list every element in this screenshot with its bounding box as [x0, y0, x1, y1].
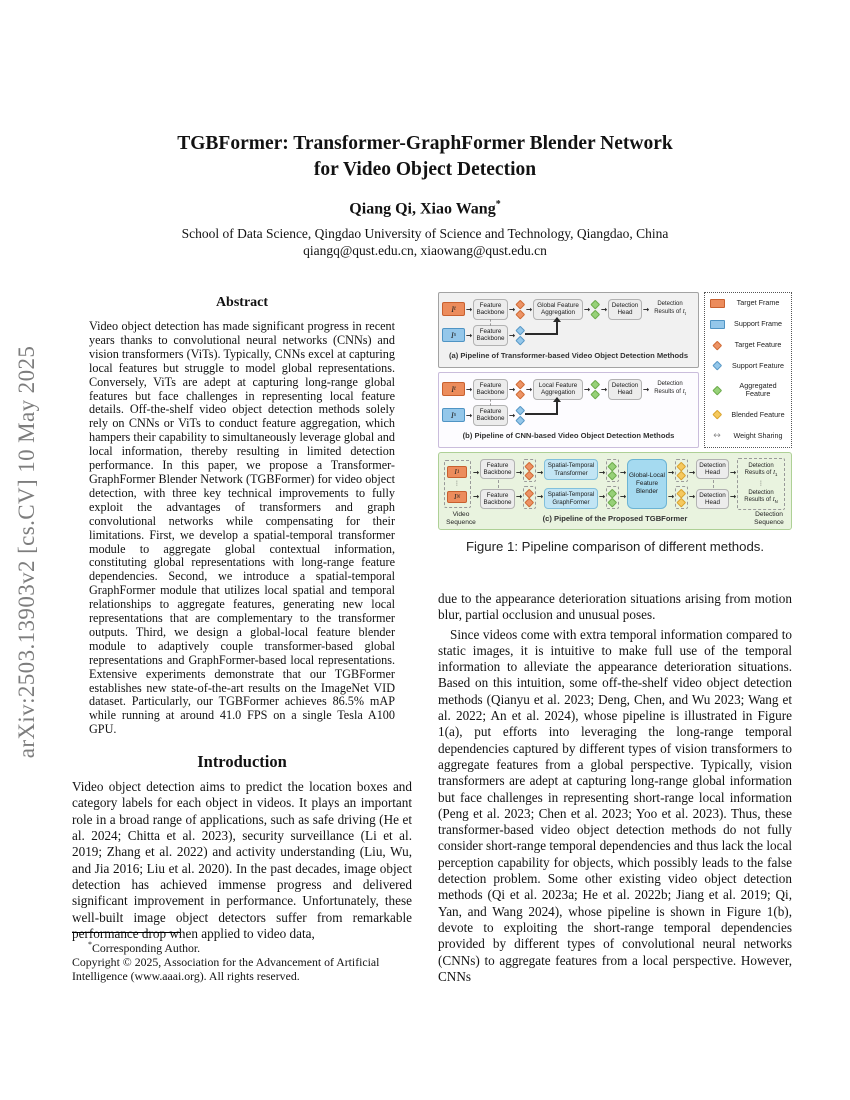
- arrow-icon: →: [619, 467, 627, 477]
- arrow-icon: →: [667, 491, 675, 501]
- arrow-icon: →: [515, 467, 523, 477]
- aggregated-feature-icon: [591, 309, 600, 318]
- support-feature-icon: [516, 326, 525, 335]
- support-frame-box: I s: [442, 328, 465, 342]
- arxiv-watermark: arXiv:2503.13903v2 [cs.CV] 10 May 2025: [14, 345, 39, 759]
- abstract-heading: Abstract: [215, 295, 269, 310]
- arrow-icon: →: [729, 467, 737, 477]
- support-feature-icon: [516, 406, 525, 415]
- detection-head-box: Detection Head: [608, 299, 642, 320]
- title-line-1: TGBFormer: Transformer-GraphFormer Blender Network: [177, 133, 673, 154]
- blended-feature-icon: [677, 461, 686, 470]
- weight-sharing-connector: [498, 480, 499, 488]
- arrow-icon: →: [465, 304, 473, 314]
- footnote-copyright: Copyright © 2025, Association for the Advancement of Artificial Intelligence (www.aaai.org). All rights reserved.: [72, 955, 380, 984]
- footnote-corresponding: *Corresponding Author.: [88, 940, 201, 955]
- arrow-icon: →: [598, 491, 606, 501]
- video-sequence-group: [442, 460, 472, 508]
- arrow-icon: →: [515, 491, 523, 501]
- arrow-icon: →: [688, 491, 696, 501]
- feature-backbone-box: Feature Backbone: [473, 299, 508, 320]
- arrow-icon: →: [536, 491, 544, 501]
- support-feature-icon: [516, 415, 525, 424]
- legend-item: Support Feature: [708, 362, 788, 370]
- panel-c-caption: (c) Pipeline of the Proposed TGBFormer: [542, 514, 688, 523]
- figure-legend: [704, 292, 792, 448]
- blended-feature-icon: [677, 488, 686, 497]
- paper-header: [0, 131, 850, 259]
- arrow-icon: →: [465, 330, 473, 340]
- support-frame-icon: [710, 320, 725, 329]
- aggregated-feature-icons: [591, 301, 600, 317]
- author-mark: *: [495, 199, 501, 211]
- author-names: Qiang Qi, Xiao Wang: [349, 200, 496, 218]
- connector-line: [525, 401, 558, 415]
- detection-results-label: Detection Results of $I_t$: [654, 301, 686, 317]
- blended-feature-icon: [677, 497, 686, 506]
- target-feature-column: [523, 459, 536, 509]
- target-feature-icon: [516, 380, 525, 389]
- aggregated-feature-icon: [608, 497, 617, 506]
- blended-feature-icon: [677, 470, 686, 479]
- weight-sharing-connector: [490, 319, 491, 326]
- arrow-icon: →: [619, 491, 627, 501]
- right-paragraph-1: due to the appearance deterioration situations arising from motion blur, partial occlusion and unusual poses.: [438, 591, 792, 623]
- aggregated-feature-icon: [608, 470, 617, 479]
- arrow-icon: →: [600, 304, 608, 314]
- target-feature-icon: [525, 470, 534, 479]
- video-sequence-label: Video Sequence: [446, 511, 476, 526]
- aggregated-feature-icon: [608, 488, 617, 497]
- feature-backbone-box: Feature Backbone: [473, 405, 508, 426]
- arrow-icon: →: [525, 384, 533, 394]
- arrow-icon: →: [642, 384, 650, 394]
- arrow-icon: →: [688, 467, 696, 477]
- arrow-icon: →: [508, 330, 516, 340]
- abstract-text: Video object detection has made significant progress in recent years thanks to convolutional neural networks (CNNs) and vision transformers (ViTs). Typically, CNNs excel at capturing local features but struggle to model global representations. Conversely, ViTs are adept at capturing long-range global features but face challenges in representing local feature details. Off-the-shelf video object detection methods solely rely on CNNs or ViTs to conduct feature aggregation, which hampers their capability to simultaneously leverage global and local information, thereby resulting in limited detection performance. In this paper, we propose a Transformer-GraphFormer Blender Network (TGBFormer) for video object detection, with three key technical improvements to fully exploit the advantages of transformers and graph convolutional networks while compensating for their limitations. First, we develop a spatial-temporal transformer module to aggregate global contextual information, constituting global representations with long-range feature dependencies. Second, we introduce a spatial-temporal GraphFormer module that utilizes local spatial and temporal relationships to aggregate features, generating new local representations that are complementary to the transformer outputs. Third, we design a global-local feature blender module to adaptively couple transformer-based global representations and GraphFormer-based local representations. Extensive experiments demonstrate that our TGBFormer establishes new state-of-the-art results on the ImageNet VID dataset. Particularly, our TGBFormer achieves 86.5% mAP while running at around 41.0 FPS on a single Tesla A100 GPU.: [89, 319, 395, 737]
- ellipsis-icon: ⋮: [454, 480, 460, 487]
- detection-sequence-label: Detection Sequence: [754, 511, 784, 526]
- weight-sharing-connector: [713, 480, 714, 488]
- authors: [0, 199, 850, 218]
- right-column: [438, 292, 792, 985]
- blended-feature-column: [675, 459, 688, 509]
- arrow-icon: →: [508, 384, 516, 394]
- blended-feature-icon: [712, 410, 721, 419]
- target-feature-icon: [525, 488, 534, 497]
- arrow-icon: →: [642, 304, 650, 314]
- arrow-icon: →: [465, 384, 473, 394]
- target-feature-icon: [712, 341, 721, 350]
- aggregated-feature-icon: [608, 461, 617, 470]
- arrow-icon: →: [472, 491, 480, 501]
- arrow-icon: →: [598, 467, 606, 477]
- target-frame-box: I t: [442, 302, 465, 316]
- ellipsis-icon: ⋮: [758, 479, 764, 487]
- feature-backbone-box: Feature Backbone: [473, 325, 508, 346]
- target-feature-icon: [516, 300, 525, 309]
- arrow-icon: →: [536, 467, 544, 477]
- panel-a-caption: (a) Pipeline of Transformer-based Video Object Detection Methods: [448, 351, 689, 360]
- detection-results-label: Detection Results of $I_N$: [744, 490, 778, 505]
- arrow-icon: →: [525, 304, 533, 314]
- introduction-heading: Introduction: [197, 752, 287, 772]
- arrow-icon: →: [508, 410, 516, 420]
- target-feature-icon: [516, 309, 525, 318]
- arrow-icon: →: [583, 384, 591, 394]
- feature-backbone-box: Feature Backbone: [480, 459, 515, 479]
- detection-sequence-group: [737, 458, 785, 510]
- footnote-marker: *: [88, 940, 92, 949]
- emails: qiangq@qust.edu.cn, xiaowang@qust.edu.cn: [303, 242, 547, 258]
- arrow-icon: →: [667, 467, 675, 477]
- footnote-rule: [72, 932, 180, 933]
- arrow-icon: →: [583, 304, 591, 314]
- arrow-icon: →: [508, 304, 516, 314]
- aggregated-feature-icons: [591, 381, 600, 397]
- panel-a: [438, 292, 699, 368]
- affiliation: School of Data Science, Qingdao University of Science and Technology, Qiangdao, China: [181, 225, 669, 241]
- legend-item: Target Feature: [708, 341, 788, 349]
- weight-sharing-connector: [490, 399, 491, 406]
- target-frame-icon: [710, 299, 725, 308]
- panel-b-caption: (b) Pipeline of CNN-based Video Object Detection Methods: [462, 431, 675, 440]
- support-feature-icons: [516, 327, 525, 343]
- support-feature-icon: [516, 335, 525, 344]
- target-feature-icon: [516, 389, 525, 398]
- spatial-temporal-graphformer-box: Spatial-Temporal GraphFormer: [544, 488, 598, 509]
- local-feature-aggregation-box: Local Feature Aggregation: [533, 379, 583, 400]
- arrow-icon: →: [600, 384, 608, 394]
- panel-b: [438, 372, 699, 448]
- introduction-paragraph: Video object detection aims to predict the location boxes and category labels for each object in videos. It plays an important role in a broad range of applications, such as safe driving (He et al. 2024; Chitta et al. 2023), security surveillance (Li et al. 2019; Zhang et al. 2022) and activity understanding (Liu, Wu, and Jia 2016; Liu et al. 2020). In the past decades, image object detection has achieved immense progress and delivered significant improvement in performance. Unfortunately, these well-built image object detectors suffer from remarkable performance drop when applied to video data,: [72, 779, 412, 941]
- support-feature-icon: [712, 361, 721, 370]
- legend-item: Blended Feature: [708, 411, 788, 419]
- support-frame-box: I s: [442, 408, 465, 422]
- detection-head-box: Detection Head: [608, 379, 642, 400]
- figure-1-caption: Figure 1: Pipeline comparison of different methods.: [465, 539, 765, 554]
- target-feature-icon: [525, 461, 534, 470]
- arrow-icon: →: [729, 491, 737, 501]
- left-column: [72, 295, 412, 942]
- detection-results-label: Detection Results of $I_1$: [744, 463, 778, 478]
- feature-backbone-box: Feature Backbone: [480, 489, 515, 509]
- aggregated-feature-icon: [591, 300, 600, 309]
- aggregated-feature-icon: [591, 389, 600, 398]
- legend-item: Support Frame: [708, 320, 788, 329]
- legend-item: ↔ Weight Sharing: [708, 431, 788, 441]
- right-paragraph-2: Since videos come with extra temporal information compared to static images, it is intuitive to make full use of the temporal information to alleviate the appearance deterioration situations. Based on this intuition, some off-the-shelf video object detection methods (Qianyu et al. 2023; Deng, Chen, and Wu 2023; Wang et al. 2022; An et al. 2024), whose pipeline is illustrated in Figure 1(a), put efforts into leveraging the long-range temporal dependencies captured by different types of vision transformers to aggregate features from a global perspective. Typically, vision transformers are adept at capturing long-range global information but face challenges in representing short-range local information (Peng et al. 2023; Chen et al. 2023; Yoo et al. 2023). Thus, these transformer-based video object detection methods do not fully consider short-range temporal dependencies and thus lack the local perception capability for objects, which possibly leads to the false detection problem. Some other existing video object detection methods (Qi et al. 2023a; He et al. 2022b; Jiang et al. 2019; Qi, Yan, and Wang 2024), whose pipeline is shown in Figure 1(b), devote to exploiting the short-range temporal dependencies provided by different types of convolutional neural networks (CNNs) to aggregate features from a local perspective. However, CNNs: [438, 626, 792, 984]
- aggregated-feature-icon: [591, 380, 600, 389]
- detection-results-label: Detection Results of $I_t$: [654, 381, 686, 397]
- spatial-temporal-transformer-box: Spatial-Temporal Transformer: [544, 459, 598, 480]
- weight-sharing-icon: ↔: [713, 430, 721, 441]
- arrow-icon: →: [472, 467, 480, 477]
- connector-line: [525, 321, 558, 335]
- frame-1-box: I 1: [447, 466, 467, 478]
- figure-1: [438, 292, 792, 554]
- legend-item: Aggregated Feature: [708, 382, 788, 399]
- detection-head-column: [696, 459, 729, 509]
- panel-c: [438, 452, 792, 530]
- legend-item: Target Frame: [708, 299, 788, 308]
- arrow-icon: →: [465, 410, 473, 420]
- detection-head-box: Detection Head: [696, 459, 729, 479]
- title-line-2: for Video Object Detection: [313, 158, 537, 180]
- st-module-column: [544, 459, 598, 509]
- feature-backbone-box: Feature Backbone: [473, 379, 508, 400]
- target-frame-box: I t: [442, 382, 465, 396]
- support-feature-icons: [516, 407, 525, 423]
- frame-N-box: I N: [447, 491, 467, 503]
- backbone-column: [480, 459, 515, 509]
- target-feature-icons: [516, 381, 525, 397]
- footnote: [72, 932, 412, 984]
- global-local-feature-blender-box: Global-Local Feature Blender: [627, 459, 667, 509]
- aggregated-feature-icon: [712, 386, 721, 395]
- target-feature-icon: [525, 497, 534, 506]
- aggregated-feature-column: [606, 459, 619, 509]
- paper-title: [0, 131, 850, 182]
- detection-head-box: Detection Head: [696, 489, 729, 509]
- target-feature-icons: [516, 301, 525, 317]
- global-feature-aggregation-box: Global Feature Aggregation: [533, 299, 583, 320]
